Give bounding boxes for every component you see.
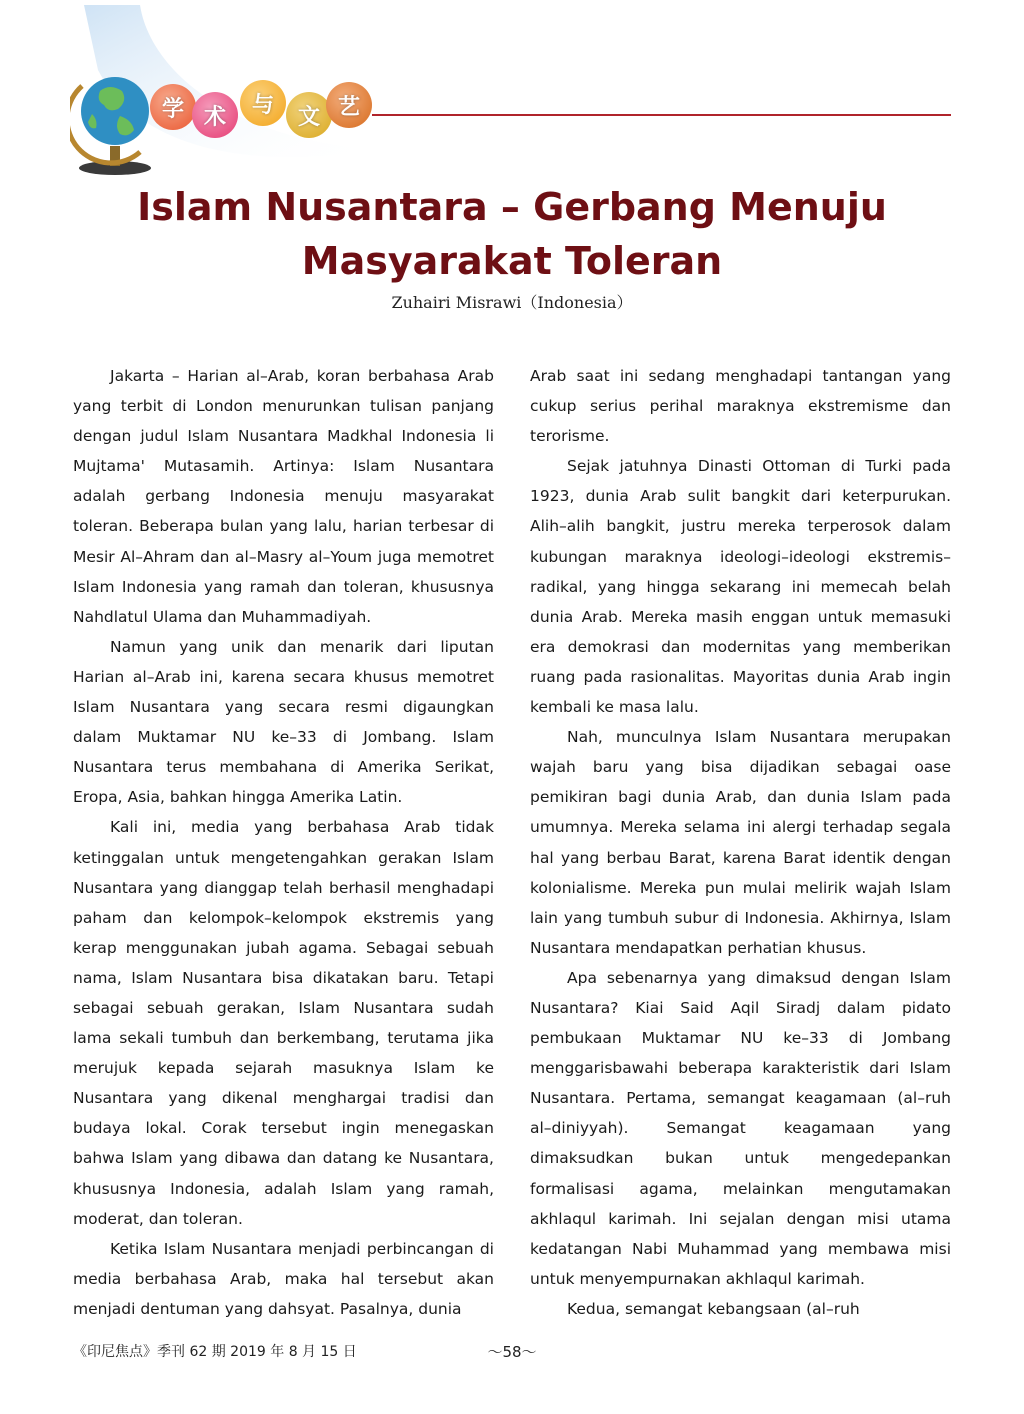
globe-icon <box>70 66 160 176</box>
section-title-bubbles <box>150 80 380 140</box>
paragraph: Namun yang unik dan menarik dari liputan Harian al–Arab ini, karena secara khusus memotret Islam Nusantara yang secara resmi digaungkan dalam Muktamar NU ke–33 di Jombang. Islam Nusantara terus membahana di Amerika Serikat, Eropa, Asia, bahkan hingga Amerika Latin. <box>73 637 494 807</box>
paragraph: Arab saat ini sedang menghadapi tantangan yang cukup serius perihal maraknya ekstremisme dan terorisme. <box>530 367 951 446</box>
page-header <box>0 0 1024 185</box>
section-char-4: 文 <box>286 92 332 138</box>
title-line-2: Masyarakat Toleran <box>301 239 723 283</box>
right-column <box>530 361 951 1324</box>
paragraph: Ketika Islam Nusantara menjadi perbincangan di media berbahasa Arab, maka hal tersebut akan menjadi dentuman yang dahsyat. Pasalnya, dunia <box>73 1239 494 1318</box>
paragraph: Apa sebenarnya yang dimaksud dengan Islam Nusantara? Kiai Said Aqil Siradj dalam pidato pembukaan Muktamar NU ke–33 di Jombang menggarisbawahi beberapa karakteristik dari Islam Nusantara. Pertama, semangat keagamaan (al–ruh al–diniyyah). Semangat keagamaan yang dimaksudkan bukan untuk mengedepankan formalisasi agama, melainkan mengutamakan akhlaqul karimah. Ini sejalan dengan misi utama kedatangan Nabi Muhammad yang membawa misi untuk menyempurnakan akhlaqul karimah. <box>530 968 951 1288</box>
article-author: Zuhairi Misrawi（Indonesia） <box>391 293 633 312</box>
section-char-5: 艺 <box>326 82 372 128</box>
paragraph: Kali ini, media yang berbahasa Arab tidak ketinggalan untuk mengetengahkan gerakan Islam Nusantara yang dianggap telah berhasil menghadapi paham dan kelompok–kelompok ekstremis yang kerap menggunakan jubah agama. Sebagai sebuah nama, Islam Nusantara bisa dikatakan baru. Tetapi sebagai sebuah gerakan, Islam Nusantara sudah lama sekali tumbuh dan berkembang, terutama jika merujuk kepada sejarah masuknya Islam ke Nusantara yang dikenal menghargai tradisi dan budaya lokal. Corak tersebut ingin menegaskan bahwa Islam yang dibawa dan datang ke Nusantara, khususnya Indonesia, adalah Islam yang ramah, moderat, dan toleran. <box>73 818 494 1228</box>
header-rule <box>372 114 951 116</box>
publication-info: 《印尼焦点》季刊 62 期 2019 年 8 月 15 日 <box>73 1344 357 1360</box>
left-column <box>73 361 494 1324</box>
paragraph: Jakarta – Harian al–Arab, koran berbahasa Arab yang terbit di London menurunkan tulisan panjang dengan judul Islam Nusantara Madkhal Indonesia li Mujtama' Mutasamih. Artinya: Islam Nusantara adalah gerbang Indonesia menuju masyarakat toleran. Beberapa bulan yang lalu, harian terbesar di Mesir Al–Ahram dan al–Masry al–Youm juga memotret Islam Indonesia yang ramah dan toleran, khususnya Nahdlatul Ulama dan Muhammadiyah. <box>73 367 494 626</box>
section-char-3: 与 <box>240 80 286 126</box>
section-char-1: 学 <box>150 84 196 130</box>
article-title <box>60 180 964 288</box>
page-number: ～58～ <box>487 1343 537 1361</box>
section-char-2: 术 <box>192 92 238 138</box>
paragraph: Kedua, semangat kebangsaan (al–ruh <box>567 1299 860 1318</box>
paragraph: Nah, munculnya Islam Nusantara merupakan wajah baru yang bisa dijadikan sebagai oase pemikiran bagi dunia Arab, dan dunia Islam pada umumnya. Mereka selama ini alergi terhadap segala hal yang berbau Barat, karena Barat identik dengan kolonialisme. Mereka pun mulai melirik wajah Islam lain yang tumbuh subur di Indonesia. Akhirnya, Islam Nusantara mendapatkan perhatian khusus. <box>530 728 951 957</box>
title-line-1: Islam Nusantara – Gerbang Menuju <box>137 185 887 229</box>
paragraph: Sejak jatuhnya Dinasti Ottoman di Turki pada 1923, dunia Arab sulit bangkit dari keterpurukan. Alih–alih bangkit, justru mereka terperosok dalam kubungan maraknya ideologi–ideologi ekstremis–radikal, yang hingga sekarang ini memecah belah dunia Arab. Mereka masih enggan untuk memasuki era demokrasi dan modernitas yang memberikan ruang pada rasionalitas. Mayoritas dunia Arab ingin kembali ke masa lalu. <box>530 457 951 717</box>
